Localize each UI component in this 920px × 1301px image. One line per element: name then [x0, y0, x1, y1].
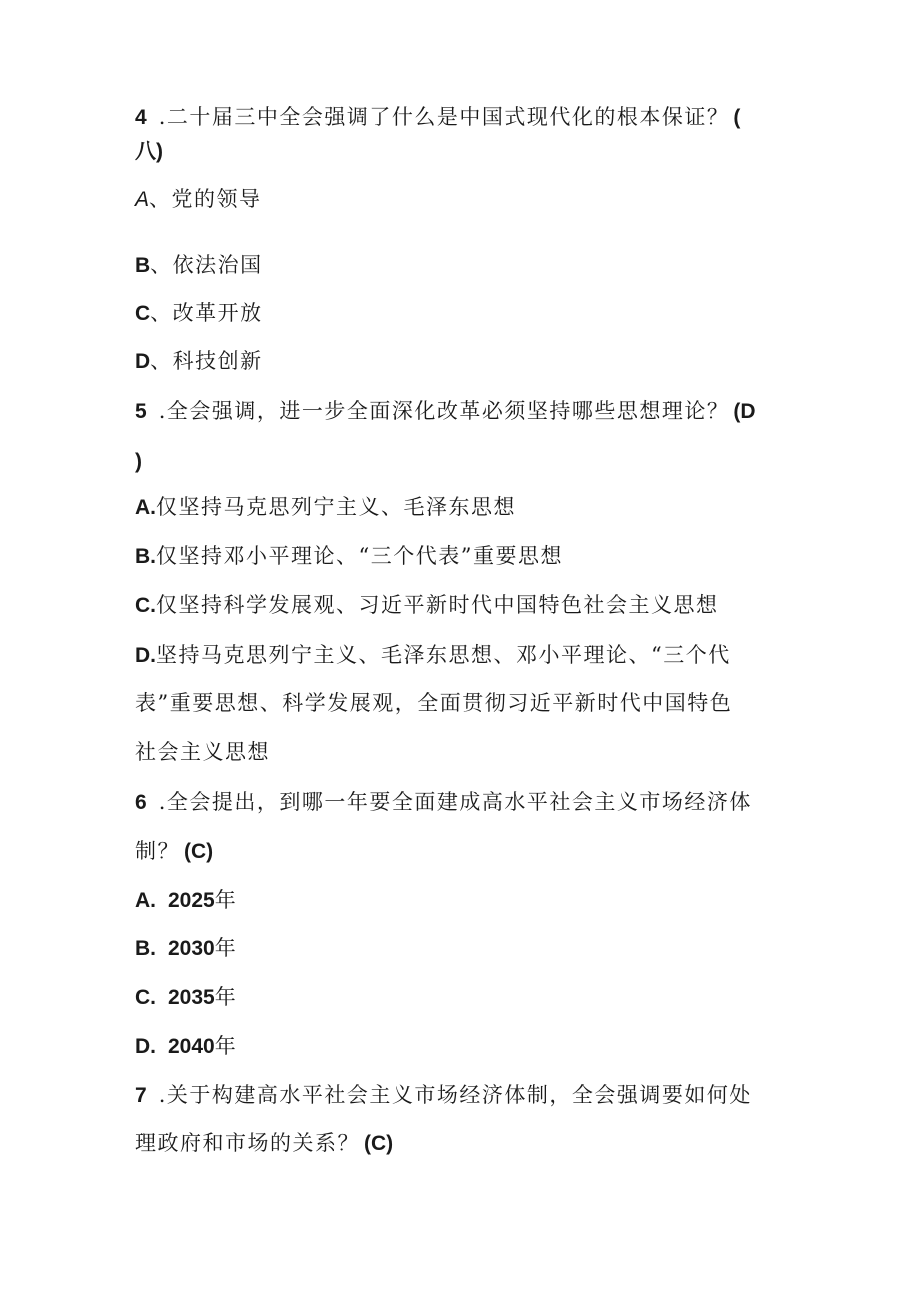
question-6-line-2	[135, 838, 795, 865]
question-5-option-d-line-1	[135, 642, 795, 669]
option-label: B.	[135, 545, 156, 568]
option-label: C.	[135, 986, 156, 1009]
option-label: D	[135, 350, 151, 373]
question-7-number: 7	[135, 1084, 147, 1107]
option-label: C	[135, 302, 151, 325]
question-7-text: .关于构建高水平社会主义市场经济体制，全会强调要如何处	[158, 1083, 752, 1107]
question-4-line-2	[135, 138, 795, 165]
question-6-text: .全会提出，到哪一年要全面建成高水平社会主义市场经济体	[158, 790, 752, 814]
question-6-option-c	[135, 984, 795, 1011]
option-label: D.	[135, 644, 156, 667]
option-text: 、改革开放	[150, 301, 263, 325]
question-7-line-2	[135, 1130, 795, 1157]
option-year: 2035	[168, 986, 215, 1009]
question-6-line-1	[135, 789, 795, 816]
question-7-answer: (C)	[364, 1132, 394, 1155]
question-6-answer: (C)	[184, 840, 214, 863]
question-4-option-b	[135, 252, 795, 279]
option-text: 表”重要思想、科学发展观，全面贯彻习近平新时代中国特色	[135, 691, 733, 715]
question-5-text: .全会强调，进一步全面深化改革必须坚持哪些思想理论？	[158, 399, 730, 423]
question-5-answer-close: )	[135, 450, 142, 473]
option-suffix: 年	[214, 888, 238, 912]
question-4-answer-open: (	[733, 106, 741, 129]
question-5-option-b	[135, 543, 795, 570]
option-label: A.	[135, 889, 156, 912]
question-5-number: 5	[135, 400, 147, 423]
option-year: 2040	[168, 1035, 215, 1058]
question-4-answer: 八)	[135, 140, 163, 163]
question-7-line-1	[135, 1082, 795, 1109]
question-6-option-d	[135, 1033, 795, 1060]
option-label: A.	[135, 496, 156, 519]
question-5-option-a	[135, 494, 795, 521]
option-text: 社会主义思想	[135, 740, 270, 764]
question-4-number: 4	[135, 106, 147, 129]
question-5-option-d-line-3	[135, 739, 795, 765]
option-text: 、党的领导	[149, 187, 262, 211]
question-6-text-cont: 制？	[135, 839, 180, 863]
question-7-text-cont: 理政府和市场的关系？	[135, 1131, 360, 1155]
question-4-option-c	[135, 300, 795, 327]
option-label: B.	[135, 937, 156, 960]
question-5-answer-open: (D	[733, 400, 756, 423]
option-text: 仅坚持科学发展观、习近平新时代中国特色社会主义思想	[156, 593, 719, 617]
question-4-option-d	[135, 348, 795, 375]
question-6-option-a	[135, 887, 795, 914]
option-text: 坚持马克思列宁主义、毛泽东思想、邓小平理论、“三个代	[156, 643, 731, 667]
option-text: 、科技创新	[150, 349, 263, 373]
question-6-number: 6	[135, 791, 147, 814]
option-label: A	[135, 188, 150, 211]
option-text: 仅坚持马克思列宁主义、毛泽东思想	[156, 495, 516, 519]
option-suffix: 年	[214, 936, 238, 960]
option-year: 2025	[168, 889, 215, 912]
option-text: 、依法治国	[150, 253, 263, 277]
option-label: D.	[135, 1035, 156, 1058]
option-label: B	[135, 254, 151, 277]
option-year: 2030	[168, 937, 215, 960]
option-label: C.	[135, 594, 156, 617]
question-4-line-1	[135, 104, 795, 131]
question-5-option-c	[135, 592, 795, 619]
question-4-text: .二十届三中全会强调了什么是中国式现代化的根本保证？	[158, 105, 730, 129]
question-5-line-2	[135, 448, 795, 475]
option-suffix: 年	[214, 985, 238, 1009]
question-5-option-d-line-2	[135, 690, 795, 716]
question-4-option-a	[135, 186, 795, 213]
option-suffix: 年	[214, 1034, 238, 1058]
option-text: 仅坚持邓小平理论、“三个代表”重要思想	[156, 544, 563, 568]
question-5-line-1	[135, 398, 795, 425]
question-6-option-b	[135, 935, 795, 962]
